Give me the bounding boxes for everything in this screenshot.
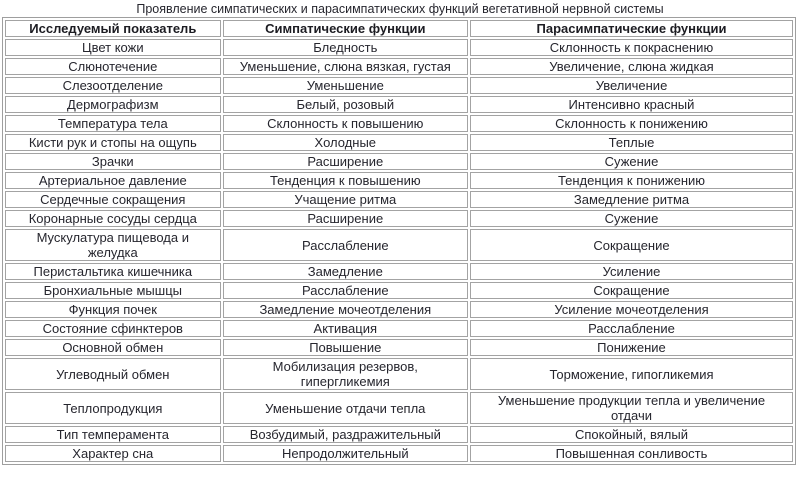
cell-indicator: Дермографизм [5, 96, 221, 113]
cell-parasympathetic: Сокращение [470, 282, 793, 299]
cell-sympathetic: Бледность [223, 39, 468, 56]
cell-parasympathetic: Теплые [470, 134, 793, 151]
header-sympathetic: Симпатические функции [223, 20, 468, 37]
table-row [5, 339, 793, 356]
page-title: Проявление симпатических и парасимпатических функций вегетативной нервной системы [136, 2, 664, 16]
cell-sympathetic: Склонность к повышению [223, 115, 468, 132]
table-row [5, 320, 793, 337]
vns-functions-table [2, 17, 796, 465]
table-row [5, 229, 793, 261]
cell-parasympathetic: Увеличение, слюна жидкая [470, 58, 793, 75]
cell-indicator: Основной обмен [5, 339, 221, 356]
table-row [5, 392, 793, 424]
table-header-row [5, 20, 793, 37]
cell-parasympathetic: Сокращение [470, 229, 793, 261]
table-row [5, 210, 793, 227]
cell-indicator: Характер сна [5, 445, 221, 462]
cell-indicator: Сердечные сокращения [5, 191, 221, 208]
table-row [5, 39, 793, 56]
header-parasympathetic: Парасимпатические функции [470, 20, 793, 37]
cell-sympathetic: Замедление [223, 263, 468, 280]
cell-parasympathetic: Сужение [470, 153, 793, 170]
cell-sympathetic: Тенденция к повышению [223, 172, 468, 189]
cell-sympathetic: Белый, розовый [223, 96, 468, 113]
cell-indicator: Коронарные сосуды сердца [5, 210, 221, 227]
cell-sympathetic: Уменьшение, слюна вязкая, густая [223, 58, 468, 75]
header-indicator: Исследуемый показатель [5, 20, 221, 37]
cell-indicator: Функция почек [5, 301, 221, 318]
cell-indicator: Зрачки [5, 153, 221, 170]
table-row [5, 153, 793, 170]
table-row [5, 77, 793, 94]
cell-sympathetic: Непродолжительный [223, 445, 468, 462]
cell-indicator: Бронхиальные мышцы [5, 282, 221, 299]
cell-parasympathetic: Уменьшение продукции тепла и увеличение отдачи [470, 392, 793, 424]
cell-sympathetic: Повышение [223, 339, 468, 356]
table-row [5, 445, 793, 462]
table-row [5, 358, 793, 390]
table-body [5, 39, 793, 462]
table-row [5, 426, 793, 443]
cell-sympathetic: Расслабление [223, 282, 468, 299]
cell-indicator: Теплопродукция [5, 392, 221, 424]
cell-indicator: Мускулатура пищевода и желудка [5, 229, 221, 261]
cell-parasympathetic: Замедление ритма [470, 191, 793, 208]
cell-sympathetic: Расширение [223, 153, 468, 170]
cell-parasympathetic: Понижение [470, 339, 793, 356]
cell-sympathetic: Учащение ритма [223, 191, 468, 208]
cell-indicator: Кисти рук и стопы на ощупь [5, 134, 221, 151]
cell-indicator: Тип темперамента [5, 426, 221, 443]
cell-sympathetic: Расширение [223, 210, 468, 227]
cell-sympathetic: Расслабление [223, 229, 468, 261]
table-row [5, 301, 793, 318]
table-row [5, 172, 793, 189]
cell-parasympathetic: Тенденция к понижению [470, 172, 793, 189]
cell-sympathetic: Возбудимый, раздражительный [223, 426, 468, 443]
cell-parasympathetic: Спокойный, вялый [470, 426, 793, 443]
cell-indicator: Перистальтика кишечника [5, 263, 221, 280]
table-row [5, 282, 793, 299]
cell-parasympathetic: Сужение [470, 210, 793, 227]
table-row [5, 263, 793, 280]
cell-parasympathetic: Склонность к покраснению [470, 39, 793, 56]
table-row [5, 115, 793, 132]
table-row [5, 191, 793, 208]
cell-indicator: Слезоотделение [5, 77, 221, 94]
cell-indicator: Состояние сфинктеров [5, 320, 221, 337]
cell-parasympathetic: Интенсивно красный [470, 96, 793, 113]
cell-parasympathetic: Торможение, гипогликемия [470, 358, 793, 390]
cell-sympathetic: Мобилизация резервов, гипергликемия [223, 358, 468, 390]
cell-parasympathetic: Расслабление [470, 320, 793, 337]
cell-parasympathetic: Склонность к понижению [470, 115, 793, 132]
table-row [5, 134, 793, 151]
cell-indicator: Температура тела [5, 115, 221, 132]
cell-indicator: Артериальное давление [5, 172, 221, 189]
cell-parasympathetic: Усиление [470, 263, 793, 280]
table-row [5, 58, 793, 75]
cell-parasympathetic: Повышенная сонливость [470, 445, 793, 462]
cell-parasympathetic: Увеличение [470, 77, 793, 94]
cell-sympathetic: Замедление мочеотделения [223, 301, 468, 318]
cell-indicator: Углеводный обмен [5, 358, 221, 390]
cell-indicator: Слюнотечение [5, 58, 221, 75]
cell-parasympathetic: Усиление мочеотделения [470, 301, 793, 318]
cell-sympathetic: Холодные [223, 134, 468, 151]
cell-sympathetic: Активация [223, 320, 468, 337]
table-row [5, 96, 793, 113]
cell-sympathetic: Уменьшение [223, 77, 468, 94]
cell-sympathetic: Уменьшение отдачи тепла [223, 392, 468, 424]
cell-indicator: Цвет кожи [5, 39, 221, 56]
